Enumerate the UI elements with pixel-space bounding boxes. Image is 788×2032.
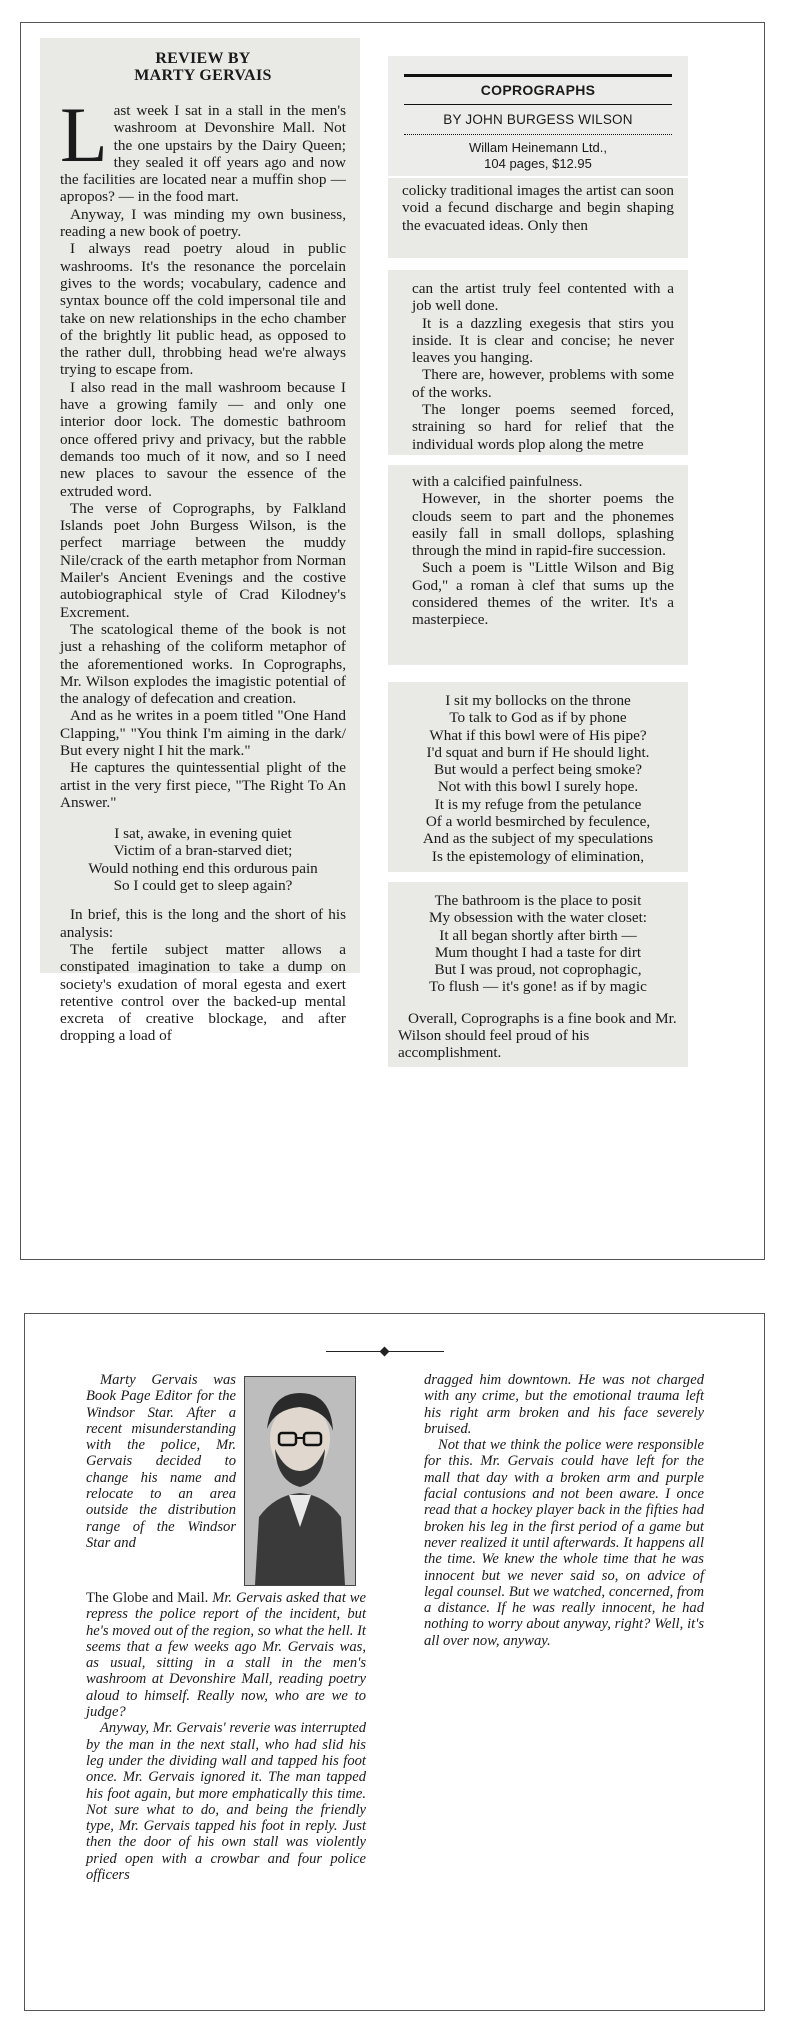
author-note-column: dragged him downtown. He was not charged with any crime, but the emotional trauma left his right arm broken and his face severely bruised. Not that we think the police were responsible for this. Mr. Gervais could have left for the mall that day with a broken arm and purple facial contusions and not been aware. I once read that a hockey player back in the fifties had broken his leg in the first period of a game but never realized it until afterwards. It happens all the time. We knew the whole time that he was innocent but we never said so, on advice of legal counsel. But we watched, concerned, from a distance. If he was really innocent, he had nothing to worry about anyway, right? Well, it's all over now, anyway. — [424, 1372, 704, 1649]
author-note-column: Marty Gervais was Book Page Editor for the Windsor Star. After a recent misunderstanding with the police, Mr. Gervais decided to change his name and relocate to an area outside the distribution range of the Windsor Star and — [86, 1372, 236, 1551]
drop-cap: L — [60, 91, 108, 178]
book-info-box — [388, 56, 688, 176]
quoted-poem: I sit my bollocks on the throne To talk to God as if by phone What if this bowl were of His pipe? I'd squat and burn if He should light. But would a perfect being smoke? Not with this bowl I surely hope. It is my refuge from the petulance Of a world besmirched by feculence, And as the subject of my speculations Is the epistemology of elimination, — [388, 682, 688, 872]
review-paragraph: I always read poetry aloud in public washrooms. It's the resonance the porcelain gives to the words; vocabulary, cadence and syntax bounce off the cold impersonal tile and take on new relationships in the echo chamber of the brightly lit public head, as opposed to the rather dull, throbbing head we're always trying to escape from. — [60, 240, 346, 379]
review-headline: REVIEW BY MARTY GERVAIS — [134, 50, 272, 84]
review-paragraph: Last week I sat in a stall in the men's washroom at Devonshire Mall. Not the one upstairs by the Dairy Queen; they sealed it off years ago and now the facilities are located near a muffin shop — apropos? — in the food mart. — [60, 91, 346, 206]
rule-divider — [404, 74, 672, 77]
ornament-divider — [326, 1348, 444, 1356]
author-note-column: The Globe and Mail. Mr. Gervais asked that we repress the police report of the incident, but he's moved out of the region, so what the hell. It seems that a few weeks ago Mr. Gervais was, as usual, sitting in a stall in the men's washroom at Devonshire Mall, reading poetry aloud to himself. Really now, who are we to judge? Anyway, Mr. Gervais' reverie was interrupted by the man in the next stall, who had slid his leg under the dividing wall and tapped his foot once. Mr. Gervais ignored it. The man tapped his foot again, but more emphatically this time. Not sure what to do, and being the friendly type, Mr. Gervais tapped his foot in reply. Just then the door of his own stall was violently pried open with a crowbar and four police officers — [86, 1590, 366, 1884]
review-right-fragment: can the artist truly feel contented with a job well done. It is a dazzling exegesis that stirs you inside. It is clear and concise; he never leaves you hanging. There are, however, problems with some of the works. The longer poems seemed forced, straining so hard for relief that the individual words plop along the metre — [388, 270, 688, 455]
book-title: COPROGRAPHS — [480, 82, 596, 98]
review-closing: Overall, Coprographs is a fine book and Mr. Wilson should feel proud of his accomplishment. — [398, 1009, 677, 1062]
book-author: BY JOHN BURGESS WILSON — [443, 112, 633, 127]
author-photo — [244, 1376, 356, 1586]
dotted-divider — [404, 134, 672, 135]
review-right-fragment: colicky traditional images the artist can soon void a fecund discharge and begin shaping the evacuated ideas. Only then — [388, 178, 688, 258]
portrait-illustration — [245, 1377, 355, 1585]
quoted-poem: The bathroom is the place to posit My obsession with the water closet: It all began shortly after birth — Mum thought I had a taste for dirt But I was proud, not coprophagic, To flush — it's gone! as if by magic Overall, Coprographs is a fine book and Mr. Wilson should feel proud of his accomplishment. — [388, 882, 688, 1067]
review-paragraph: The scatological theme of the book is not just a rehashing of the coliform metaphor of the aforementioned works. In Coprographs, Mr. Wilson explodes the imagistic potential of the analogy of defecation and creation. — [60, 620, 346, 708]
review-paragraph: I also read in the mall washroom because I have a growing family — and only one interior door lock. The domestic bathroom once offered privy and privacy, but the rabble demands too much of it now, and so I need new places to savour the essence of the extruded word. — [60, 378, 346, 500]
review-right-fragment: with a calcified painfulness. However, in the shorter poems the clouds seem to part and the phonemes easily fall in small dollops, splashing through the mind in rapid-fire succession. Such a poem is "Little Wilson and Big God," a roman à clef that sums up the considered themes of the writer. It's a masterpiece. — [388, 465, 688, 665]
review-paragraph: And as he writes in a poem titled "One Hand Clapping," "You think I'm aiming in the dark/ But every night I hit the mark." — [60, 707, 346, 759]
review-paragraph: The fertile subject matter allows a constipated imagination to take a dump on society's exudation of moral egesta and exert retentive control over the backed-up mental excreta of creative blockage, and after dropping a load of — [60, 940, 346, 1045]
review-paragraph: The verse of Coprographs, by Falkland Islands poet John Burgess Wilson, is the perfect marriage between the muddy Nile/crack of the earth metaphor from Norman Mailer's Ancient Evenings and the costive autobiographical style of Crad Kilodney's Excrement. — [60, 499, 346, 621]
review-left-column — [40, 38, 360, 1045]
review-paragraph: He captures the quintessential plight of the artist in the very first piece, "The Right To An Answer." — [60, 759, 346, 811]
rule-divider — [404, 104, 672, 105]
quoted-poem: I sat, awake, in evening quiet Victim of a bran-starved diet; Would nothing end this ordurous pain So I could get to sleep again? — [88, 825, 318, 895]
review-paragraph: In brief, this is the long and the short of his analysis: — [60, 906, 346, 941]
book-publisher: Willam Heinemann Ltd., 104 pages, $12.95 — [469, 140, 607, 171]
review-paragraph: Anyway, I was minding my own business, reading a new book of poetry. — [60, 205, 346, 241]
